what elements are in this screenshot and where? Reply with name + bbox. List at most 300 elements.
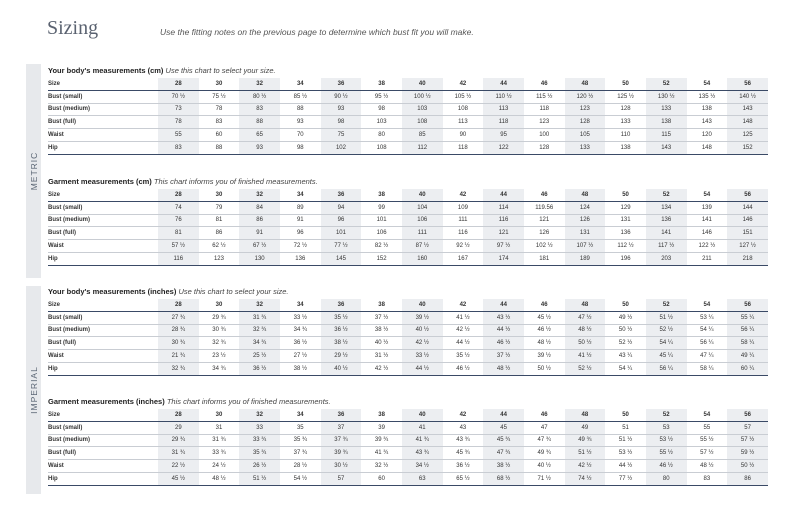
measurement-cell: 42 ½ xyxy=(565,460,606,473)
measurement-cell: 53 xyxy=(646,421,687,434)
measurement-cell: 144 xyxy=(727,201,768,214)
table-heading xyxy=(48,395,768,409)
row-label: Bust (small) xyxy=(48,311,158,324)
size-cell: 52 xyxy=(646,299,687,311)
table-heading-bold: Your body's measurements (cm) xyxy=(48,66,164,75)
measurement-cell: 65 ½ xyxy=(443,472,484,485)
measurement-cell: 53 ¼ xyxy=(687,311,728,324)
measurement-cell: 80 xyxy=(646,472,687,485)
size-cell: 36 xyxy=(321,189,362,201)
imperial-side-tab xyxy=(26,286,41,494)
measurement-cell: 91 xyxy=(239,227,280,240)
measurement-cell: 31 xyxy=(199,421,240,434)
measurement-cell: 136 xyxy=(605,227,646,240)
measurement-cell: 55 ¼ xyxy=(727,311,768,324)
size-cell: 28 xyxy=(158,299,199,311)
measurement-cell: 140 ½ xyxy=(727,90,768,103)
table-row xyxy=(48,421,768,434)
measurement-cell: 44 ½ xyxy=(483,324,524,337)
size-cell: 32 xyxy=(239,78,280,90)
measurement-cell: 145 xyxy=(321,252,362,265)
size-cell: 38 xyxy=(361,189,402,201)
measurement-cell: 23 ½ xyxy=(199,350,240,363)
size-header-row xyxy=(48,78,768,90)
measurement-cell: 43 xyxy=(443,421,484,434)
measurement-cell: 121 xyxy=(483,227,524,240)
size-cell: 28 xyxy=(158,409,199,421)
measurement-cell: 56 ¼ xyxy=(727,324,768,337)
table-row xyxy=(48,252,768,265)
table-row xyxy=(48,362,768,375)
size-cell: 34 xyxy=(280,299,321,311)
measurement-cell: 53 ½ xyxy=(646,434,687,447)
measurement-cell: 80 xyxy=(361,129,402,142)
measurement-cell: 55 xyxy=(687,421,728,434)
measurement-cell: 46 ½ xyxy=(483,337,524,350)
measurement-cell: 128 xyxy=(605,103,646,116)
table-row xyxy=(48,214,768,227)
table-heading-note: This chart informs you of finished measurements. xyxy=(153,177,318,186)
measurement-cell: 43 ¾ xyxy=(402,447,443,460)
table-heading-bold: Garment measurements (cm) xyxy=(48,177,152,186)
measurement-cell: 93 xyxy=(239,141,280,154)
measurement-cell: 38 ½ xyxy=(280,362,321,375)
measurement-cell: 54 ¼ xyxy=(646,337,687,350)
measurement-cell: 47 ½ xyxy=(565,311,606,324)
size-cell: 54 xyxy=(687,78,728,90)
measurement-cell: 40 ½ xyxy=(361,337,402,350)
measurement-cell: 21 ¾ xyxy=(158,350,199,363)
measurement-cell: 174 xyxy=(483,252,524,265)
size-cell: 32 xyxy=(239,299,280,311)
measurement-cell: 54 ¼ xyxy=(605,362,646,375)
measurement-cell: 29 ¾ xyxy=(199,311,240,324)
measurement-cell: 73 xyxy=(158,103,199,116)
table-row xyxy=(48,311,768,324)
size-cell: 34 xyxy=(280,409,321,421)
measurement-cell: 151 xyxy=(727,227,768,240)
measurement-cell: 52 ½ xyxy=(565,362,606,375)
measurement-cell: 70 ½ xyxy=(158,90,199,103)
table-row xyxy=(48,227,768,240)
size-cell: 30 xyxy=(199,409,240,421)
measurement-cell: 115 ½ xyxy=(524,90,565,103)
measurement-cell: 75 ½ xyxy=(199,90,240,103)
measurement-cell: 31 ¾ xyxy=(199,434,240,447)
row-label: Size xyxy=(48,409,158,421)
measurement-cell: 70 xyxy=(280,129,321,142)
size-cell: 40 xyxy=(402,409,443,421)
table-row xyxy=(48,472,768,485)
measurement-cell: 81 xyxy=(158,227,199,240)
size-cell: 38 xyxy=(361,299,402,311)
row-label: Hip xyxy=(48,362,158,375)
table-row xyxy=(48,447,768,460)
measurement-cell: 32 ½ xyxy=(361,460,402,473)
metric-body-measurements-table xyxy=(48,78,768,155)
row-label: Bust (medium) xyxy=(48,214,158,227)
table-heading-note: Use this chart to select your size. xyxy=(165,66,276,75)
size-cell: 36 xyxy=(321,299,362,311)
measurement-cell: 39 ¾ xyxy=(361,434,402,447)
size-cell: 52 xyxy=(646,189,687,201)
measurement-cell: 105 ½ xyxy=(443,90,484,103)
measurement-cell: 108 xyxy=(443,103,484,116)
measurement-cell: 118 xyxy=(443,141,484,154)
measurement-cell: 36 ½ xyxy=(280,337,321,350)
measurement-cell: 107 ½ xyxy=(565,240,606,253)
measurement-cell: 36 ½ xyxy=(239,362,280,375)
measurement-cell: 78 xyxy=(199,103,240,116)
size-cell: 46 xyxy=(524,409,565,421)
size-cell: 54 xyxy=(687,189,728,201)
measurement-cell: 113 xyxy=(443,116,484,129)
measurement-cell: 123 xyxy=(565,103,606,116)
measurement-cell: 124 xyxy=(565,201,606,214)
measurement-cell: 44 ½ xyxy=(605,460,646,473)
measurement-cell: 45 xyxy=(483,421,524,434)
measurement-cell: 56 ¼ xyxy=(646,362,687,375)
measurement-cell: 33 ½ xyxy=(402,350,443,363)
measurement-cell: 71 ½ xyxy=(524,472,565,485)
measurement-cell: 34 ¾ xyxy=(199,362,240,375)
measurement-cell: 37 ½ xyxy=(483,350,524,363)
measurement-cell: 148 xyxy=(687,141,728,154)
measurement-cell: 143 xyxy=(646,141,687,154)
measurement-cell: 143 xyxy=(727,103,768,116)
measurement-cell: 53 ½ xyxy=(605,447,646,460)
measurement-cell: 42 ½ xyxy=(361,362,402,375)
table-heading-bold: Garment measurements (inches) xyxy=(48,397,165,406)
size-header-row xyxy=(48,409,768,421)
measurement-cell: 33 ½ xyxy=(280,311,321,324)
measurement-cell: 35 ½ xyxy=(321,311,362,324)
measurement-cell: 57 xyxy=(321,472,362,485)
measurement-cell: 28 ½ xyxy=(280,460,321,473)
measurement-cell: 93 xyxy=(321,103,362,116)
measurement-cell: 118 xyxy=(483,116,524,129)
measurement-cell: 72 ½ xyxy=(280,240,321,253)
measurement-cell: 111 xyxy=(402,227,443,240)
size-cell: 34 xyxy=(280,78,321,90)
measurement-cell: 102 ½ xyxy=(524,240,565,253)
metric-garment-measurements-table xyxy=(48,189,768,266)
measurement-cell: 133 xyxy=(646,103,687,116)
measurement-cell: 62 ½ xyxy=(199,240,240,253)
measurement-cell: 22 ½ xyxy=(158,460,199,473)
measurement-cell: 41 xyxy=(402,421,443,434)
measurement-cell: 114 xyxy=(483,201,524,214)
measurement-cell: 25 ½ xyxy=(239,350,280,363)
measurement-cell: 218 xyxy=(727,252,768,265)
imperial-body-measurements-table xyxy=(48,299,768,376)
row-label: Bust (full) xyxy=(48,337,158,350)
measurement-cell: 83 xyxy=(199,116,240,129)
measurement-cell: 29 xyxy=(158,421,199,434)
size-cell: 28 xyxy=(158,189,199,201)
measurement-cell: 138 xyxy=(687,103,728,116)
size-cell: 36 xyxy=(321,409,362,421)
measurement-cell: 30 ½ xyxy=(321,460,362,473)
measurement-cell: 44 ½ xyxy=(402,362,443,375)
measurement-cell: 122 xyxy=(483,141,524,154)
size-cell: 44 xyxy=(483,78,524,90)
measurement-cell: 51 xyxy=(605,421,646,434)
measurement-cell: 45 ½ xyxy=(524,311,565,324)
measurement-cell: 60 xyxy=(361,472,402,485)
measurement-cell: 52 ½ xyxy=(605,337,646,350)
measurement-cell: 36 ½ xyxy=(321,324,362,337)
measurement-cell: 46 ½ xyxy=(524,324,565,337)
size-cell: 28 xyxy=(158,78,199,90)
size-cell: 40 xyxy=(402,78,443,90)
row-label: Bust (full) xyxy=(48,116,158,129)
measurement-cell: 110 ½ xyxy=(483,90,524,103)
measurement-cell: 90 xyxy=(443,129,484,142)
measurement-cell: 38 ½ xyxy=(483,460,524,473)
measurement-cell: 79 xyxy=(199,201,240,214)
measurement-cell: 60 ¼ xyxy=(727,362,768,375)
measurement-cell: 45 ¾ xyxy=(483,434,524,447)
measurement-cell: 121 xyxy=(524,214,565,227)
measurement-cell: 106 xyxy=(361,227,402,240)
measurement-cell: 43 ¼ xyxy=(605,350,646,363)
measurement-cell: 77 ½ xyxy=(321,240,362,253)
measurement-cell: 27 ¾ xyxy=(158,311,199,324)
metric-side-tab xyxy=(26,64,41,278)
measurement-cell: 51 ½ xyxy=(646,311,687,324)
size-cell: 56 xyxy=(727,189,768,201)
table-row xyxy=(48,116,768,129)
measurement-cell: 123 xyxy=(199,252,240,265)
measurement-cell: 101 xyxy=(321,227,362,240)
table-row xyxy=(48,337,768,350)
measurement-cell: 130 xyxy=(239,252,280,265)
measurement-cell: 81 xyxy=(199,214,240,227)
measurement-cell: 51 ½ xyxy=(605,434,646,447)
measurement-cell: 141 xyxy=(646,227,687,240)
size-cell: 52 xyxy=(646,78,687,90)
table-row xyxy=(48,90,768,103)
measurement-cell: 78 xyxy=(158,116,199,129)
row-label: Waist xyxy=(48,460,158,473)
table-heading-note: Use this chart to select your size. xyxy=(178,287,289,296)
measurement-cell: 47 ¾ xyxy=(483,447,524,460)
measurement-cell: 146 xyxy=(687,227,728,240)
measurement-cell: 122 ½ xyxy=(687,240,728,253)
measurement-cell: 44 ½ xyxy=(443,337,484,350)
row-label: Hip xyxy=(48,472,158,485)
measurement-cell: 47 xyxy=(524,421,565,434)
size-cell: 56 xyxy=(727,409,768,421)
row-label: Hip xyxy=(48,252,158,265)
measurement-cell: 85 xyxy=(402,129,443,142)
row-label: Size xyxy=(48,78,158,90)
measurement-cell: 136 xyxy=(646,214,687,227)
size-cell: 46 xyxy=(524,78,565,90)
measurement-cell: 130 ½ xyxy=(646,90,687,103)
measurement-cell: 47 ¾ xyxy=(524,434,565,447)
measurement-cell: 39 ¾ xyxy=(321,447,362,460)
measurement-cell: 34 ¾ xyxy=(280,324,321,337)
size-cell: 54 xyxy=(687,299,728,311)
measurement-cell: 133 xyxy=(605,116,646,129)
measurement-cell: 39 xyxy=(361,421,402,434)
measurement-cell: 84 xyxy=(239,201,280,214)
measurement-cell: 105 xyxy=(565,129,606,142)
measurement-cell: 96 xyxy=(321,214,362,227)
measurement-cell: 181 xyxy=(524,252,565,265)
page-title: Sizing xyxy=(47,17,99,39)
measurement-cell: 119.56 xyxy=(524,201,565,214)
row-label: Waist xyxy=(48,129,158,142)
measurement-cell: 98 xyxy=(321,116,362,129)
table-heading xyxy=(48,285,768,299)
measurement-cell: 189 xyxy=(565,252,606,265)
measurement-cell: 83 xyxy=(158,141,199,154)
measurement-cell: 40 ½ xyxy=(321,362,362,375)
measurement-cell: 56 ¼ xyxy=(687,337,728,350)
measurement-cell: 92 ½ xyxy=(443,240,484,253)
size-cell: 56 xyxy=(727,78,768,90)
measurement-cell: 41 ¾ xyxy=(402,434,443,447)
measurement-cell: 116 xyxy=(158,252,199,265)
measurement-cell: 95 ½ xyxy=(361,90,402,103)
measurement-cell: 40 ½ xyxy=(402,324,443,337)
measurement-cell: 167 xyxy=(443,252,484,265)
measurement-cell: 57 ½ xyxy=(687,447,728,460)
row-label: Bust (full) xyxy=(48,447,158,460)
measurement-cell: 58 ¼ xyxy=(687,362,728,375)
measurement-cell: 93 xyxy=(280,116,321,129)
table-row xyxy=(48,201,768,214)
measurement-cell: 135 ½ xyxy=(687,90,728,103)
measurement-cell: 57 ½ xyxy=(727,434,768,447)
size-cell: 56 xyxy=(727,299,768,311)
measurement-cell: 118 xyxy=(524,103,565,116)
measurement-cell: 65 xyxy=(239,129,280,142)
table-row xyxy=(48,240,768,253)
measurement-cell: 90 ½ xyxy=(321,90,362,103)
table-heading xyxy=(48,64,768,78)
imperial-garment-measurements-table xyxy=(48,409,768,486)
measurement-cell: 86 xyxy=(727,472,768,485)
measurement-cell: 120 ½ xyxy=(565,90,606,103)
measurement-cell: 128 xyxy=(565,116,606,129)
measurement-cell: 98 xyxy=(280,141,321,154)
size-cell: 48 xyxy=(565,189,606,201)
measurement-cell: 77 ½ xyxy=(605,472,646,485)
measurement-cell: 120 xyxy=(687,129,728,142)
measurement-cell: 41 ½ xyxy=(565,350,606,363)
measurement-cell: 125 xyxy=(727,129,768,142)
row-label: Bust (medium) xyxy=(48,434,158,447)
measurement-cell: 133 xyxy=(565,141,606,154)
measurement-cell: 42 ½ xyxy=(402,337,443,350)
measurement-cell: 47 ¼ xyxy=(687,350,728,363)
row-label: Waist xyxy=(48,240,158,253)
measurement-cell: 43 ½ xyxy=(483,311,524,324)
measurement-cell: 94 xyxy=(321,201,362,214)
measurement-cell: 31 ¾ xyxy=(158,447,199,460)
measurement-cell: 103 xyxy=(402,103,443,116)
measurement-cell: 32 ¾ xyxy=(199,337,240,350)
measurement-cell: 126 xyxy=(524,227,565,240)
measurement-cell: 68 ½ xyxy=(483,472,524,485)
size-cell: 40 xyxy=(402,189,443,201)
size-cell: 36 xyxy=(321,78,362,90)
measurement-cell: 87 ½ xyxy=(402,240,443,253)
measurement-cell: 50 ½ xyxy=(727,460,768,473)
measurement-cell: 99 xyxy=(361,201,402,214)
measurement-cell: 39 ½ xyxy=(402,311,443,324)
size-cell: 50 xyxy=(605,78,646,90)
measurement-cell: 37 xyxy=(321,421,362,434)
measurement-cell: 203 xyxy=(646,252,687,265)
row-label: Size xyxy=(48,299,158,311)
measurement-cell: 24 ½ xyxy=(199,460,240,473)
size-cell: 30 xyxy=(199,299,240,311)
measurement-cell: 36 ½ xyxy=(443,460,484,473)
size-header-row xyxy=(48,189,768,201)
size-cell: 34 xyxy=(280,189,321,201)
row-label: Hip xyxy=(48,141,158,154)
measurement-cell: 63 xyxy=(402,472,443,485)
table-row xyxy=(48,129,768,142)
measurement-cell: 54 ½ xyxy=(280,472,321,485)
measurement-cell: 29 ¾ xyxy=(158,434,199,447)
measurement-cell: 128 xyxy=(524,141,565,154)
measurement-cell: 43 ¾ xyxy=(443,434,484,447)
size-cell: 42 xyxy=(443,78,484,90)
measurement-cell: 30 ¾ xyxy=(199,324,240,337)
measurement-cell: 211 xyxy=(687,252,728,265)
measurement-cell: 98 xyxy=(361,103,402,116)
measurement-cell: 49 ¾ xyxy=(565,434,606,447)
measurement-cell: 129 xyxy=(605,201,646,214)
measurement-cell: 143 xyxy=(687,116,728,129)
measurement-cell: 40 ½ xyxy=(524,460,565,473)
measurement-cell: 100 ½ xyxy=(402,90,443,103)
measurement-cell: 33 ¾ xyxy=(239,434,280,447)
measurement-cell: 75 xyxy=(321,129,362,142)
measurement-cell: 32 ¾ xyxy=(239,324,280,337)
measurement-cell: 152 xyxy=(727,141,768,154)
measurement-cell: 113 xyxy=(483,103,524,116)
size-cell: 42 xyxy=(443,299,484,311)
measurement-cell: 55 xyxy=(158,129,199,142)
measurement-cell: 51 ½ xyxy=(565,447,606,460)
measurement-cell: 39 ½ xyxy=(524,350,565,363)
table-heading-bold: Your body's measurements (inches) xyxy=(48,287,177,296)
size-cell: 48 xyxy=(565,78,606,90)
measurement-cell: 115 xyxy=(646,129,687,142)
size-cell: 50 xyxy=(605,189,646,201)
measurement-cell: 97 ½ xyxy=(483,240,524,253)
row-label: Bust (full) xyxy=(48,227,158,240)
measurement-cell: 116 xyxy=(443,227,484,240)
measurement-cell: 100 xyxy=(524,129,565,142)
measurement-cell: 51 ½ xyxy=(239,472,280,485)
metric-side-tab-label: METRIC xyxy=(28,151,39,191)
measurement-cell: 109 xyxy=(443,201,484,214)
measurement-cell: 108 xyxy=(361,141,402,154)
measurement-cell: 38 ½ xyxy=(321,337,362,350)
measurement-cell: 116 xyxy=(483,214,524,227)
measurement-cell: 35 ½ xyxy=(443,350,484,363)
measurement-cell: 46 ½ xyxy=(646,460,687,473)
size-header-row xyxy=(48,299,768,311)
